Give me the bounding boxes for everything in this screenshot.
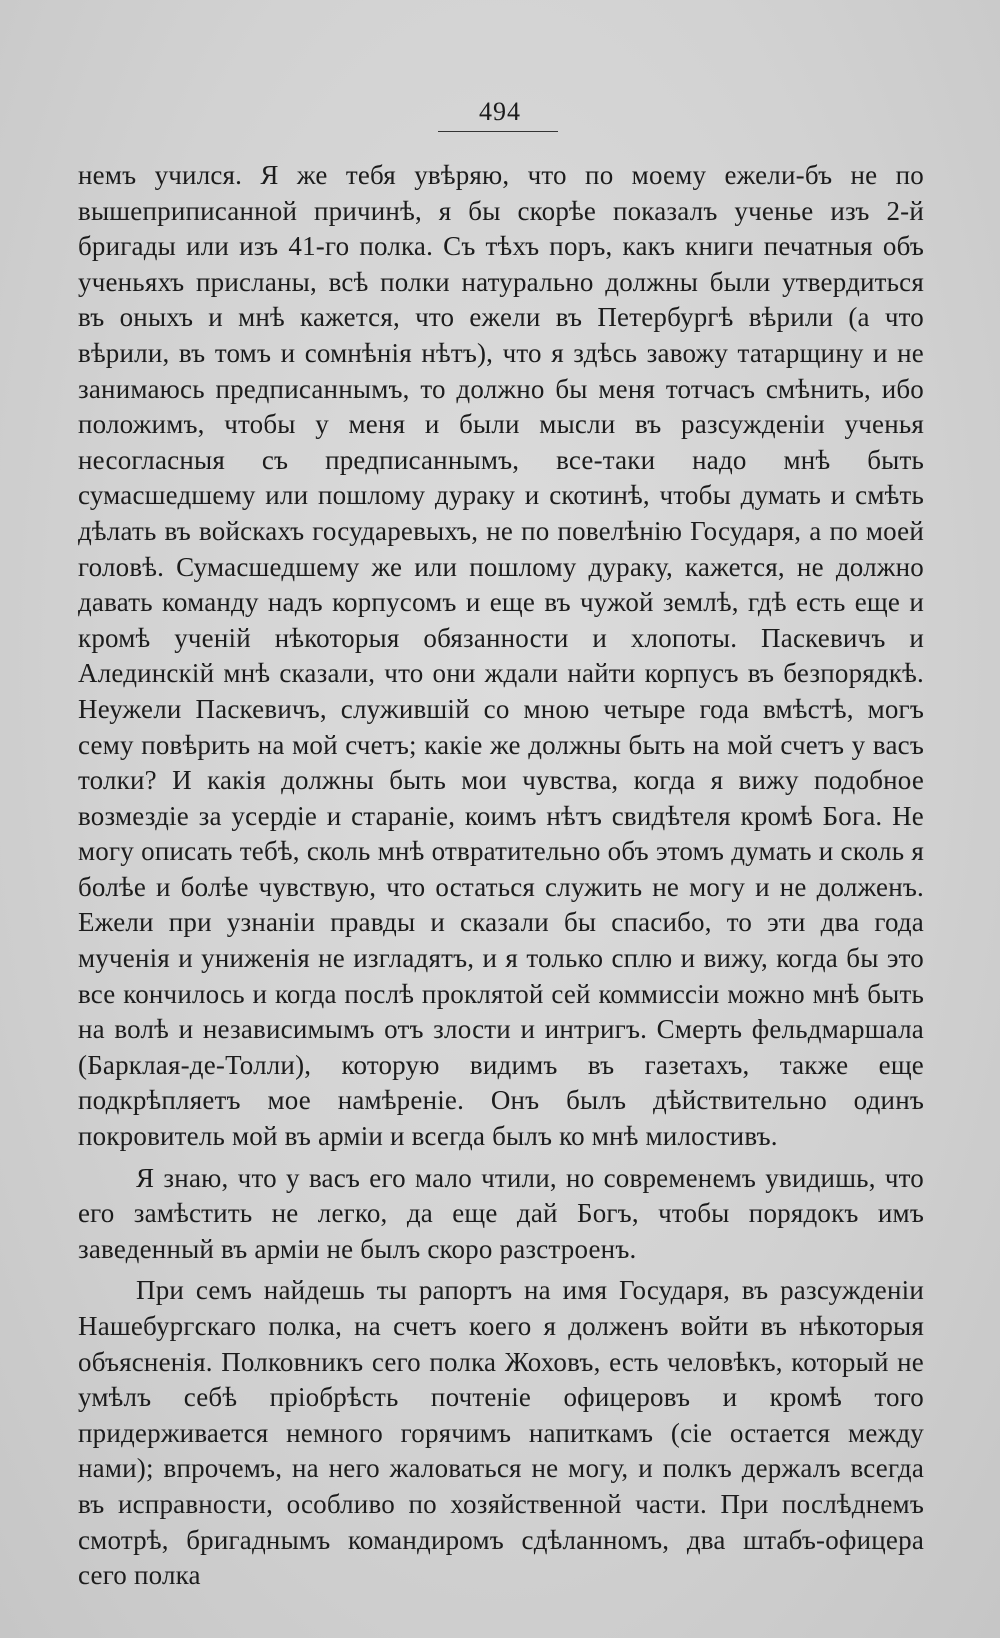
body-text <box>78 158 924 1594</box>
paragraph-1: немъ учился. Я же тебя увѣряю, что по моему ежели-бъ не по вышеприписанной причинѣ, я бы скорѣе показалъ ученье изъ 2-й бригады или изъ 41-го полка. Съ тѣхъ поръ, какъ книги печатныя объ ученьяхъ присланы, всѣ полки натурально должны были утвердиться въ оныхъ и мнѣ кажется, что ежели въ Петербургѣ вѣрили (а что вѣрили, въ томъ и сомнѣнія нѣтъ), что я здѣсь завожу татарщину и не занимаюсь предписаннымъ, то должно бы меня тотчасъ смѣнить, ибо положимъ, чтобы у меня и были мысли въ разсужденіи ученья несогласныя съ предписаннымъ, все-таки надо мнѣ быть сумасшедшему или пошлому дураку и скотинѣ, чтобы думать и смѣть дѣлать въ войскахъ государевыхъ, не по повелѣнію Государя, а по моей головѣ. Сумасшедшему же или пошлому дураку, кажется, не должно давать команду надъ корпусомъ и еще въ чужой землѣ, гдѣ есть еще и кромѣ ученій нѣкоторыя обязанности и хлопоты. Паскевичъ и Алединскій мнѣ сказали, что они ждали найти корпусъ въ безпорядкѣ. Неужели Паскевичъ, служившій со мною четыре года вмѣстѣ, могъ сему повѣрить на мой счетъ; какіе же должны быть на мой счетъ у васъ толки? И какія должны быть мои чувства, когда я вижу подобное возмездіе за усердіе и стараніе, коимъ нѣтъ свидѣтеля кромѣ Бога. Не могу описать тебѣ, сколь мнѣ отвратительно объ этомъ думать и сколь я болѣе и болѣе чувствую, что остаться служить не могу и не долженъ. Ежели при узнаніи правды и сказали бы спасибо, то эти два года мученія и униженія не изгладятъ, и я только сплю и вижу, когда бы это все кончилось и когда послѣ проклятой сей коммиссіи можно мнѣ быть на волѣ и независимымъ отъ злости и интригъ. Смерть фельдмаршала (Барклая-де-Толли), которую видимъ въ газетахъ, также еще подкрѣпляетъ мое намѣреніе. Онъ былъ дѣйствительно одинъ покровитель мой въ арміи и всегда былъ ко мнѣ милостивъ. <box>78 160 924 1152</box>
paragraph-2: Я знаю, что у васъ его мало чтили, но современемъ увидишь, что его замѣстить не легко, да еще дай Богъ, чтобы порядокъ имъ заведенный въ арміи не былъ скоро разстроенъ. <box>78 1162 924 1264</box>
page-number: 494 <box>479 97 521 126</box>
paragraph-3: При семъ найдешь ты рапортъ на имя Государя, въ разсужденіи Нашебургскаго полка, на счетъ коего я долженъ войти въ нѣкоторыя объясненія. Полковникъ сего полка Жоховъ, есть человѣкъ, который не умѣлъ себѣ пріобрѣсть почтеніе офицеровъ и кромѣ того придерживается немного горячимъ напиткамъ (сіе остается между нами); впрочемъ, на него жаловаться не могу, и полкъ держалъ всегда въ исправности, особливо по хозяйственной части. При послѣднемъ смотрѣ, бригаднымъ командиромъ сдѣланномъ, два штабъ-офицера сего полка <box>78 1275 924 1591</box>
header-rule <box>438 131 558 132</box>
